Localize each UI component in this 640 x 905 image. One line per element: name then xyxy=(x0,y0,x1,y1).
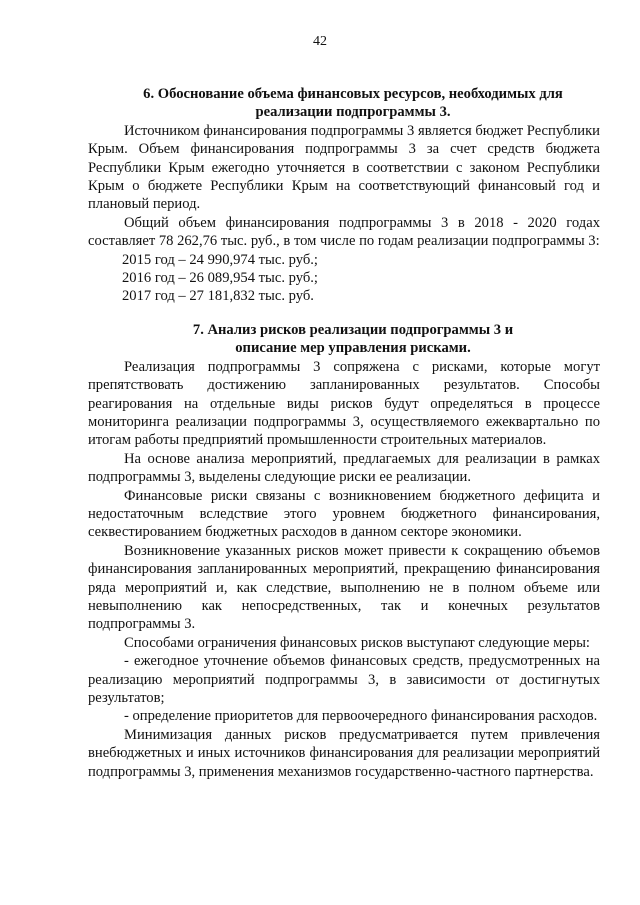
section-7-paragraph-1: Реализация подпрограммы 3 сопряжена с рисками, которые могут препятствовать достижению запланированных результатов. Способы реагирования на отдельные виды рисков будут определяться в процессе мониторинга реализации подпрограммы 3, осуществляемого ежеквартально по итогам работы предприятий промышленности строительных материалов. xyxy=(88,358,600,449)
funding-year-2015: 2015 год – 24 990,974 тыс. руб.; xyxy=(122,251,318,268)
section-6-paragraph-1: Источником финансирования подпрограммы 3 является бюджет Республики Крым. Объем финансирования подпрограммы 3 за счет средств бюджета Республики Крым ежегодно уточняется в соответствии с законом Республики Крым о бюджете Республики Крым на соответствующий финансовый год и плановый период. xyxy=(88,122,600,213)
page-content xyxy=(88,85,600,781)
section-6-heading-line-1: 6. Обоснование объема финансовых ресурсов, необходимых для xyxy=(143,86,563,102)
page-number: 42 xyxy=(313,34,327,49)
section-7-paragraph-7: - определение приоритетов для первоочередного финансирования расходов. xyxy=(124,708,598,725)
section-7-paragraph-2: На основе анализа мероприятий, предлагаемых для реализации в рамках подпрограммы 3, выделены следующие риски ее реализации. xyxy=(88,450,600,486)
section-6-heading-line-2: реализации подпрограммы 3. xyxy=(255,104,451,121)
section-7-heading xyxy=(88,321,600,358)
section-7-paragraph-6: - ежегодное уточнение объемов финансовых средств, предусмотренных на реализацию мероприятий подпрограммы 3, в зависимости от достигнутых результатов; xyxy=(88,653,600,706)
section-7-paragraph-3: Финансовые риски связаны с возникновением бюджетного дефицита и недостаточным вследствие этого уровнем бюджетного финансирования, секвестированием бюджетных расходов в данном секторе экономики. xyxy=(88,487,600,541)
section-7-paragraph-5: Способами ограничения финансовых рисков выступают следующие меры: xyxy=(124,634,590,651)
section-7-heading-line-1: 7. Анализ рисков реализации подпрограммы 3 и xyxy=(192,321,514,338)
funding-year-2017: 2017 год – 27 181,832 тыс. руб. xyxy=(122,288,314,305)
section-6-heading xyxy=(88,85,600,122)
section-7-paragraph-4: Возникновение указанных рисков может привести к сокращению объемов финансирования запланированных мероприятий, прекращению финансирования ряда мероприятий и, как следствие, выполнению не в полном объеме или невыполнению как непосредственных, так и конечных результатов подпрограммы 3. xyxy=(88,542,600,633)
section-7-heading-line-2: описание мер управления рисками. xyxy=(235,340,471,357)
section-6-paragraph-2: Общий объем финансирования подпрограммы 3 в 2018 - 2020 годах составляет 78 262,76 тыс. руб., в том числе по годам реализации подпрограммы 3: xyxy=(88,214,600,250)
section-7-paragraph-8: Минимизация данных рисков предусматривается путем привлечения внебюджетных и иных источников финансирования для реализации мероприятий подпрограммы 3, применения механизмов государственно-частного партнерства. xyxy=(88,726,600,780)
funding-year-2016: 2016 год – 26 089,954 тыс. руб.; xyxy=(122,270,318,287)
